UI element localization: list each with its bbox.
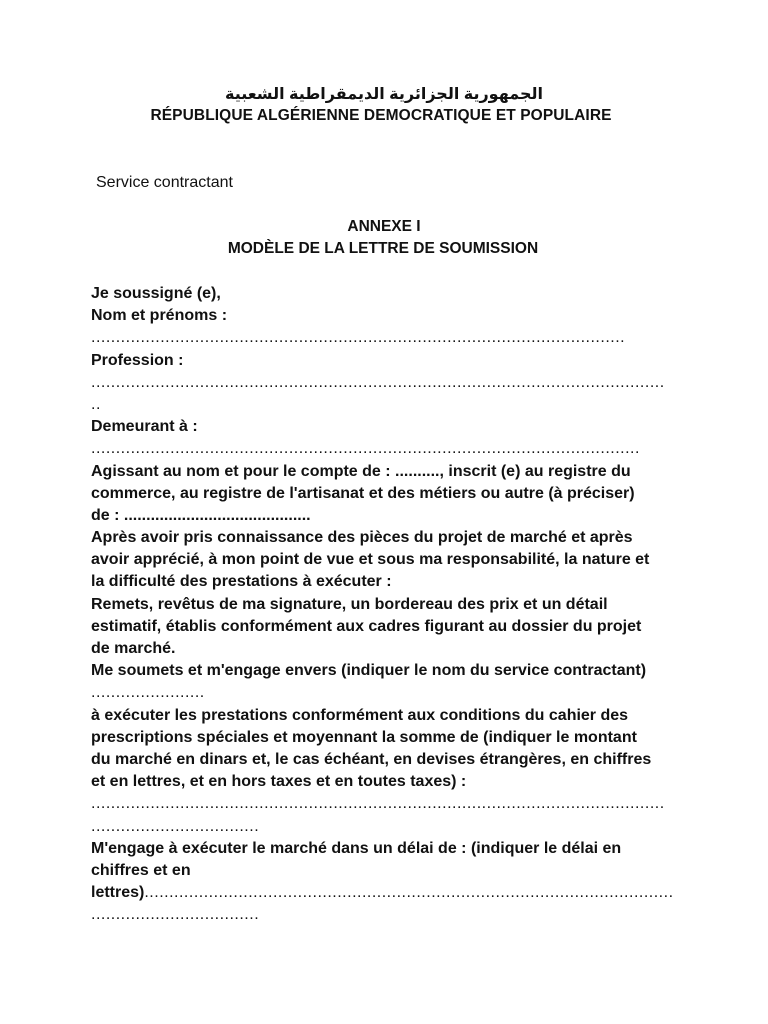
line-apprecie: avoir apprécié, à mon point de vue et sous ma responsabilité, la nature et xyxy=(91,551,650,569)
line-executer: à exécuter les prestations conformément aux conditions du cahier des xyxy=(91,706,629,724)
annex-title: ANNEXE I xyxy=(347,218,421,235)
line-lettres xyxy=(91,882,676,904)
blank-montant-cont: .................................. xyxy=(91,817,260,835)
line-agissant: Agissant au nom et pour le compte de : .........., inscrit (e) au registre du xyxy=(91,462,631,480)
line-prescriptions: prescriptions spéciales et moyennant la somme de (indiquer le montant xyxy=(91,728,637,746)
blank-delai: ........................................................................................................... xyxy=(144,884,674,902)
lettres-text: lettres) xyxy=(91,884,145,902)
line-m-engage: M'engage à exécuter le marché dans un délai de : (indiquer le délai en xyxy=(91,839,622,857)
line-soussigne: Je soussigné (e), xyxy=(91,285,221,302)
service-contractant-label: Service contractant xyxy=(96,174,233,191)
line-apres-avoir: Après avoir pris connaissance des pièces du projet de marché et après xyxy=(91,529,633,547)
annex-subtitle: MODÈLE DE LA LETTRE DE SOUMISSION xyxy=(227,240,539,257)
line-estimatif: estimatif, établis conformément aux cadres figurant au dossier du projet xyxy=(91,617,642,635)
arabic-republic-title: الجمهورية الجزائرية الديمقراطية الشعبية xyxy=(224,86,544,103)
line-chiffres: chiffres et en xyxy=(91,861,191,879)
line-difficulte: la difficulté des prestations à exécuter : xyxy=(91,573,392,591)
blank-profession: .................................................................................................................... xyxy=(91,373,665,391)
line-lettres-taxes: et en lettres, et en hors taxes et en toutes taxes) : xyxy=(91,773,467,791)
blank-montant: .................................................................................................................... xyxy=(91,795,665,813)
line-profession: Profession : xyxy=(91,351,184,369)
submission-letter-body xyxy=(91,283,676,926)
blank-demeurant: ............................................................................................................... xyxy=(91,440,640,458)
line-nom-prenoms: Nom et prénoms : xyxy=(91,307,228,325)
line-me-soumets: Me soumets et m'engage envers (indiquer le nom du service contractant) xyxy=(91,662,647,680)
line-dinars: du marché en dinars et, le cas échéant, en devises étrangères, en chiffres xyxy=(91,750,652,768)
blank-profession-cont: .. xyxy=(91,395,101,413)
french-republic-title: RÉPUBLIQUE ALGÉRIENNE DEMOCRATIQUE ET POPULAIRE xyxy=(150,107,612,124)
line-de-marche: de marché. xyxy=(91,640,176,657)
blank-service-contractant: ....................... xyxy=(91,684,205,702)
line-demeurant: Demeurant à : xyxy=(91,418,198,436)
line-commerce: commerce, au registre de l'artisanat et des métiers ou autre (à préciser) xyxy=(91,484,635,502)
line-remets: Remets, revêtus de ma signature, un bordereau des prix et un détail xyxy=(91,595,608,613)
blank-delai-cont: .................................. xyxy=(91,906,260,924)
blank-nom-prenoms: ............................................................................................................ xyxy=(91,329,626,347)
line-de: de : .......................................... xyxy=(91,506,311,524)
